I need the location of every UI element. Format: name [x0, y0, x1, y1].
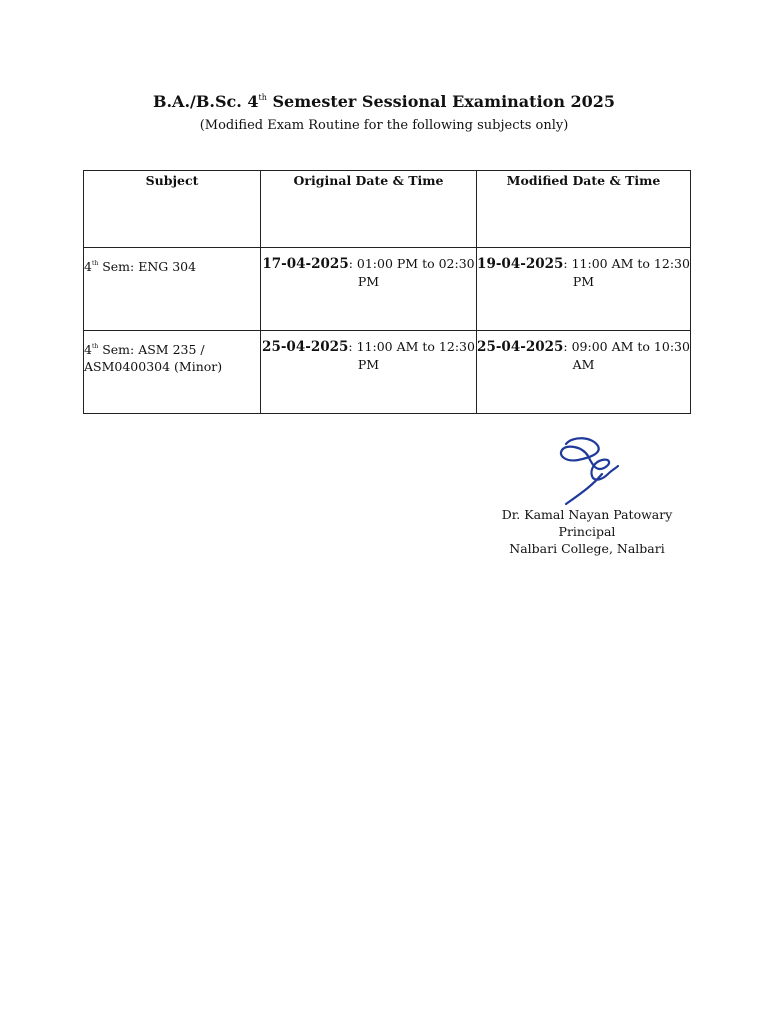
- subject-name: Sem: ENG 304: [98, 259, 197, 274]
- principal-signature: [552, 434, 624, 506]
- signatory-block: [487, 506, 687, 557]
- original-date: 25-04-2025: [262, 339, 349, 355]
- column-header-subject: Subject: [84, 171, 261, 248]
- title-prefix: B.A./B.Sc. 4: [152, 92, 259, 111]
- table-row: [84, 331, 691, 414]
- modified-datetime-cell: [477, 248, 691, 331]
- subject-superscript: th: [91, 260, 99, 267]
- column-header-original: Original Date & Time: [261, 171, 477, 248]
- table-header-row: [84, 171, 691, 248]
- modified-time: : 11:00 AM to 12:30 PM: [563, 256, 690, 289]
- signatory-designation: Principal: [558, 524, 616, 539]
- modified-date: 25-04-2025: [477, 339, 564, 355]
- subject-name: Sem: ASM 235 / ASM0400304 (Minor): [84, 342, 223, 374]
- title-superscript: th: [258, 93, 267, 102]
- signatory-name: Dr. Kamal Nayan Patowary: [501, 507, 673, 522]
- document-subtitle: (Modified Exam Routine for the following subjects only): [199, 118, 569, 133]
- subject-cell: [84, 331, 261, 414]
- subject-cell: [84, 248, 261, 331]
- original-datetime-cell: [261, 248, 477, 331]
- table-row: [84, 248, 691, 331]
- modified-time: : 09:00 AM to 10:30 AM: [563, 339, 690, 372]
- original-datetime-cell: [261, 331, 477, 414]
- column-header-modified: Modified Date & Time: [477, 171, 691, 248]
- modified-datetime-cell: [477, 331, 691, 414]
- original-date: 17-04-2025: [262, 256, 349, 272]
- subject-superscript: th: [91, 343, 99, 350]
- document-title: [0, 92, 768, 111]
- signatory-institution: Nalbari College, Nalbari: [509, 541, 665, 556]
- original-time: : 01:00 PM to 02:30 PM: [348, 256, 475, 289]
- subject-semester: 4: [84, 259, 92, 274]
- exam-routine-table: [83, 170, 691, 414]
- subject-semester: 4: [84, 342, 92, 357]
- original-time: : 11:00 AM to 12:30 PM: [348, 339, 475, 372]
- title-suffix: Semester Sessional Examination 2025: [266, 92, 616, 111]
- modified-date: 19-04-2025: [477, 256, 564, 272]
- signature-stroke: [561, 438, 618, 504]
